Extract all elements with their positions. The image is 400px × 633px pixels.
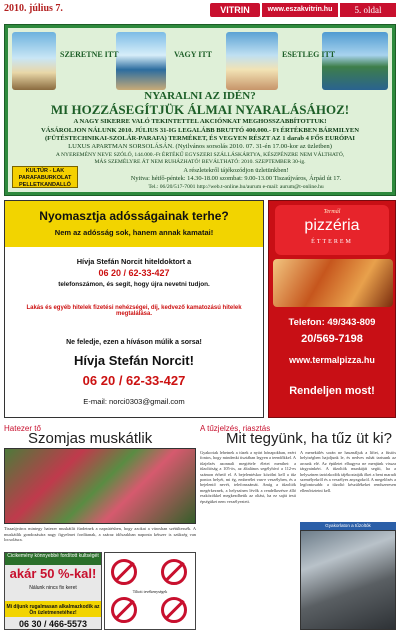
page-header	[0, 0, 400, 22]
debt-ad-header	[5, 201, 263, 247]
issue-date: 2010. július 7.	[4, 3, 63, 14]
signs-caption: Tiltott tevékenységek	[132, 589, 168, 594]
pizza-photo	[273, 259, 393, 307]
translation-ad-phone[interactable]: 06 30 / 466-5573	[18, 619, 88, 629]
article2-column-1: Gyakoriak lehetnek a tüzek a nyári hónapokban, ezért fontos, hogy mindenki tisztában legyen a teendőkkel. A tűzjelzés azonnali megtétele életet menthet: a tűzoltóság a 105-ös, az általános segélyhívó a 112-es számon érhető el. A bejelentéskor közölni kell a tűz pontos helyét, mi ég, emberélet van-e veszélyben, és a bejelentő nevét, telefonszámát. Amíg a tűzoltók megérkeznek, a helyszínen lévők a rendelkezésre álló eszközökkel megkezdhetik az oltást, ha ez saját testi épségüket nem veszélyezteti.	[200, 450, 296, 504]
page-number: 5. oldal	[340, 3, 396, 17]
article1-photo	[4, 448, 196, 524]
pizzeria-logo-small: Termál	[323, 209, 341, 215]
article2-column-2: A menekülés során ne használjuk a liftet, a füstös helyiségben hajoljunk le, és nedves ruhát tartsunk az arcunk elé. Az épületet elhagyva ne menjünk vissza tárgyainkért. A tűzoltók munkáját segíti, ha a helyszínen tartózkodók tájékoztatják őket a bent maradt személyekről és a veszélyes anyagokról. A megelőzés a legfontosabb: a tűzoltó készülékeket rendszeresen ellenőriztetni kell.	[300, 450, 396, 493]
debt-call-line: Hívja Stefán Norcit hiteldoktort a	[76, 257, 192, 266]
article1-body: Tiszaújváros mintegy hatezer muskátlit fürdetnek a napsütésben, hogy azokat a városban szétültessék. A muskátlik gondozására nagy figyelmet fordítanak, a száraz időszakban naponta kétszer is szükség van locsolásra.	[4, 526, 196, 543]
kultur-lak-logo: KULTÚR - LAK PARAFABURKOLAT PELLETKANDALLÓ	[12, 166, 78, 188]
vacation-label-2: VAGY ITT	[174, 50, 213, 59]
vacation-title: NYARALNI AZ IDÉN?	[144, 90, 256, 102]
website-url[interactable]: www.eszakvitrin.hu	[262, 3, 338, 17]
vacation-line-2: VÁSÁROLJON NÁLUNK 2010. JÚLIUS 31-IG LEGALÁBB BRUTTÓ 400.000.- Ft ÉRTÉKBEN BÁRMILYEN	[40, 127, 360, 134]
no-dogs-sign-icon	[161, 597, 187, 623]
beach-photo-4	[322, 32, 388, 90]
debt-ad-title: Nyomasztja adósságainak terhe?	[39, 209, 229, 223]
no-entry-sign-icon	[111, 559, 137, 585]
pizzeria-ad	[268, 200, 396, 418]
contact-line: Tel.: 06/20/517-7001 http://web.t-online.hu/aurum e-mail: aurum@t-online.hu	[148, 184, 324, 190]
article2-title: Mit tegyünk, ha tűz üt ki?	[226, 430, 392, 447]
article2-photo-caption: Gyakorlaton a tűzoltók	[300, 522, 396, 530]
article1-title: Szomjas muskátlik	[28, 430, 153, 447]
vacation-line-4: LUXUS APARTMAN SORSOLÁSÁN. (Nyilvános sorsolás 2010. 07. 31-én 17.00-kor az üzletben)	[68, 143, 332, 150]
debt-ad-subtitle: Nem az adósság sok, hanem annak kamatai!	[54, 228, 214, 237]
debt-call-tail: telefonszámon, és segít, hogy újra nevetni tudjon.	[58, 281, 210, 288]
article2-photo	[300, 530, 396, 630]
pizzeria-url[interactable]: www.termalpizza.hu	[289, 355, 375, 365]
translation-ad-line2: Mi díjunk rugalmasan alkalmazkodik az Ön üzletmenetéhez!	[6, 604, 100, 616]
beach-photo-2	[116, 32, 166, 90]
vacation-headline: MI HOZZÁSEGÍTJÜK ÁLMAI NYARALÁSÁHOZ!	[50, 102, 350, 117]
vacation-line-3: (FÜTÉSTECHNIKAI-SZOLÁR-PARAFA) TERMÉKET, ÉS VEGYEN RÉSZT AZ 1 darab 4 FŐS EURÓPAI	[44, 135, 356, 142]
vacation-ad-panel	[8, 28, 392, 192]
pizzeria-phone-1[interactable]: Telefon: 49/343-809	[288, 317, 376, 328]
translation-ad-banner	[5, 601, 101, 617]
vacation-label-3: ESETLEG ITT	[282, 50, 336, 59]
no-smoking-sign-icon	[161, 559, 187, 585]
vacation-note: A részletekről tájékozódjon üzletünkben!	[183, 167, 289, 174]
vacation-ad	[4, 24, 396, 196]
debt-call-phone[interactable]: 06 20 / 62-33-427	[98, 268, 170, 278]
newspaper-logo: VITRIN	[210, 3, 260, 17]
pizzeria-order-cta: Rendeljen most!	[289, 385, 375, 397]
translation-ad-top: Cicikemény könnyebbé fordított kultségét	[5, 553, 101, 565]
pizzeria-subtitle: ÉTTEREM	[311, 239, 353, 245]
opening-hours: Nyitva: hétfő-péntek: 14.30-18.00 szombat: 9.00-13.00 Tiszaújváros, Árpád út 17.	[130, 175, 342, 182]
translation-service-ad	[4, 552, 102, 630]
pizzeria-name: pizzéria	[304, 217, 360, 234]
translation-ad-line1: Nálunk nincs fix keret	[29, 585, 77, 591]
debt-body: Lakás és egyéb hitelek fizetési nehézségei, díj, kedvező kamatozású hitelek megtalálása.	[26, 305, 242, 317]
prohibition-signs-ad	[104, 552, 196, 630]
translation-ad-discount: akár 50 %-kal!	[9, 566, 97, 581]
pizzeria-phone-2[interactable]: 20/569-7198	[301, 333, 363, 345]
article2-kicker: A tűzjelzés, riasztás	[200, 424, 271, 433]
debt-phone[interactable]: 06 20 / 62-33-427	[82, 373, 186, 388]
vacation-line-5: A NYEREMÉNY NEVE SZÓLÓ, 144.000.-Ft ÉRTÉKŰ EGYSZERI SZÁLLÁSKÁRTYA, KÉSZPÉNZRE NEM VÁLTHATÓ,	[55, 152, 345, 158]
vacation-label-1: SZERETNE ITT	[60, 50, 119, 59]
vacation-line-6: MÁS SZEMÉLYRE ÁT NEM RUHÁZHATÓ! BEVÁLTHATÓ: 2010. SZEPTEMBER 30-ig.	[94, 159, 306, 165]
vacation-line-1: A NAGY SIKERRE VALÓ TEKINTETTEL AKCIÓNKAT MEGHOSSZABBÍTOTTUK!	[73, 118, 327, 125]
no-phone-sign-icon	[111, 597, 137, 623]
beach-photo-1	[12, 32, 56, 90]
beach-photo-3	[226, 32, 278, 90]
debt-advisor-ad	[4, 200, 264, 418]
debt-warning: Ne feledje, ezen a híváson múlik a sorsa!	[66, 339, 202, 346]
debt-name: Hívja Stefán Norcit!	[74, 353, 194, 368]
debt-email[interactable]: E-mail: norci0303@gmail.com	[83, 397, 185, 406]
article1-kicker: Hatezer tő	[4, 424, 41, 433]
